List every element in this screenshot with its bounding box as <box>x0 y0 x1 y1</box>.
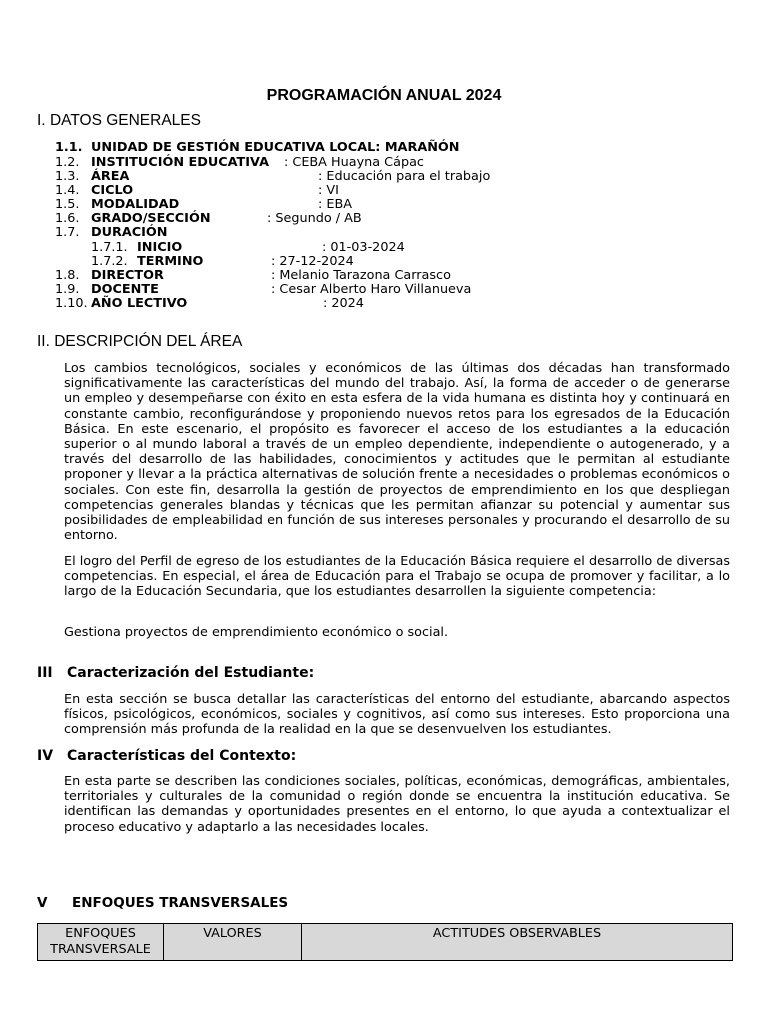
contexto-paragraph: En esta parte se describen las condiciones sociales, políticas, económicas, demográficas, ambientales, territoriales y culturales de la comunidad o región donde se encuentra la institución educativa. Se identifican las demandas y oportunidades presentes en el entorno, lo que ayuda a contextualizar el proceso educativo y adaptarlo a las necesidades locales. <box>64 774 730 835</box>
datos-row-ciclo: 1.4. CICLO : VI <box>55 183 339 198</box>
datos-row-institucion: 1.2. INSTITUCIÓN EDUCATIVA : CEBA Huayna Cápac <box>55 155 424 170</box>
datos-row-modalidad: 1.5. MODALIDAD : EBA <box>55 197 352 212</box>
datos-row-ano-lectivo: 1.10. AÑO LECTIVO : 2024 <box>55 296 364 311</box>
datos-row-docente: 1.9. DOCENTE : Cesar Alberto Haro Villanueva <box>55 282 472 297</box>
section-title: Características del Contexto: <box>67 748 297 764</box>
section-heading-enfoques <box>37 895 289 911</box>
descripcion-paragraph-2: El logro del Perfil de egreso de los estudiantes de la Educación Básica requiere el desarrollo de diversas competencias. En especial, el área de Educación para el Trabajo se ocupa de promover y facilitar, a lo largo de la Educación Secundaria, que los estudiantes desarrollen la siguiente competencia: <box>64 554 730 600</box>
section-title: ENFOQUES TRANSVERSALES <box>72 895 289 911</box>
caracterizacion-paragraph: En esta sección se busca detallar las características del entorno del estudiante, abarcando aspectos físicos, psicológicos, económicos, sociales y cognitivos, así como sus intereses. Esto proporciona una comprensión más profunda de la realidad en la que se desenvuelven los estudiantes. <box>64 692 730 738</box>
section-heading-descripcion <box>37 333 242 351</box>
table-header-enfoques: ENFOQUES TRANSVERSALE <box>38 924 164 961</box>
section-heading-datos-generales <box>37 112 201 130</box>
table-header-row <box>38 924 733 961</box>
section-number: III <box>37 665 53 681</box>
section-heading-contexto <box>37 748 297 764</box>
datos-row-area: 1.3. ÁREA : Educación para el trabajo <box>55 169 491 184</box>
descripcion-paragraph-1: Los cambios tecnológicos, sociales y económicos de las últimas dos décadas han transformado significativamente las características del mundo del trabajo. Así, la forma de acceder o de generarse un empleo y desempeñarse con éxito en esta esfera de la vida humana es distinta hoy y continuará en constante cambio, reconfigurándose y proponiendo nuevos retos para los egresados de la Educación Básica. En este escenario, el propósito es favorecer el acceso de los estudiantes a la educación superior o al mundo laboral a través de un empleo dependiente, independiente o autogenerado, y a través del desarrollo de las habilidades, conocimientos y actitudes que le permitan al estudiante proponer y llevar a la práctica alternativas de solución frente a necesidades o problemas económicos o sociales. Con este fin, desarrolla la gestión de proyectos de emprendimiento en los que despliegan competencias generales blandas y técnicas que les permitan afianzar su potencial y aumentar sus posibilidades de empleabilidad en función de sus intereses personales y procurando el desarrollo de su entorno. <box>64 361 730 544</box>
section-title: Caracterización del Estudiante: <box>67 665 315 681</box>
datos-row-termino: 1.7.2. TERMINO : 27-12-2024 <box>91 254 354 269</box>
document-title: PROGRAMACIÓN ANUAL 2024 <box>266 87 502 104</box>
datos-row-duracion: 1.7. DURACIÓN <box>55 225 168 240</box>
section-number: I. <box>37 112 46 129</box>
datos-row-grado: 1.6. GRADO/SECCIÓN : Segundo / AB <box>55 211 362 226</box>
section-number: V <box>37 895 48 911</box>
enfoques-table <box>37 923 733 961</box>
section-number: IV <box>37 748 54 764</box>
table-header-actitudes: ACTITUDES OBSERVABLES <box>302 924 733 961</box>
section-title: DESCRIPCIÓN DEL ÁREA <box>54 333 243 350</box>
table-header-valores: VALORES <box>164 924 302 961</box>
datos-row-inicio: 1.7.1. INICIO : 01-03-2024 <box>91 240 405 255</box>
section-number: II. <box>37 333 50 350</box>
descripcion-paragraph-3: Gestiona proyectos de emprendimiento económico o social. <box>64 625 449 640</box>
section-title: DATOS GENERALES <box>49 112 201 129</box>
section-heading-caracterizacion <box>37 665 315 681</box>
datos-row-ugel: 1.1. UNIDAD DE GESTIÓN EDUCATIVA LOCAL: MARAÑÓN <box>55 140 460 155</box>
datos-row-director: 1.8. DIRECTOR : Melanio Tarazona Carrasco <box>55 268 451 283</box>
